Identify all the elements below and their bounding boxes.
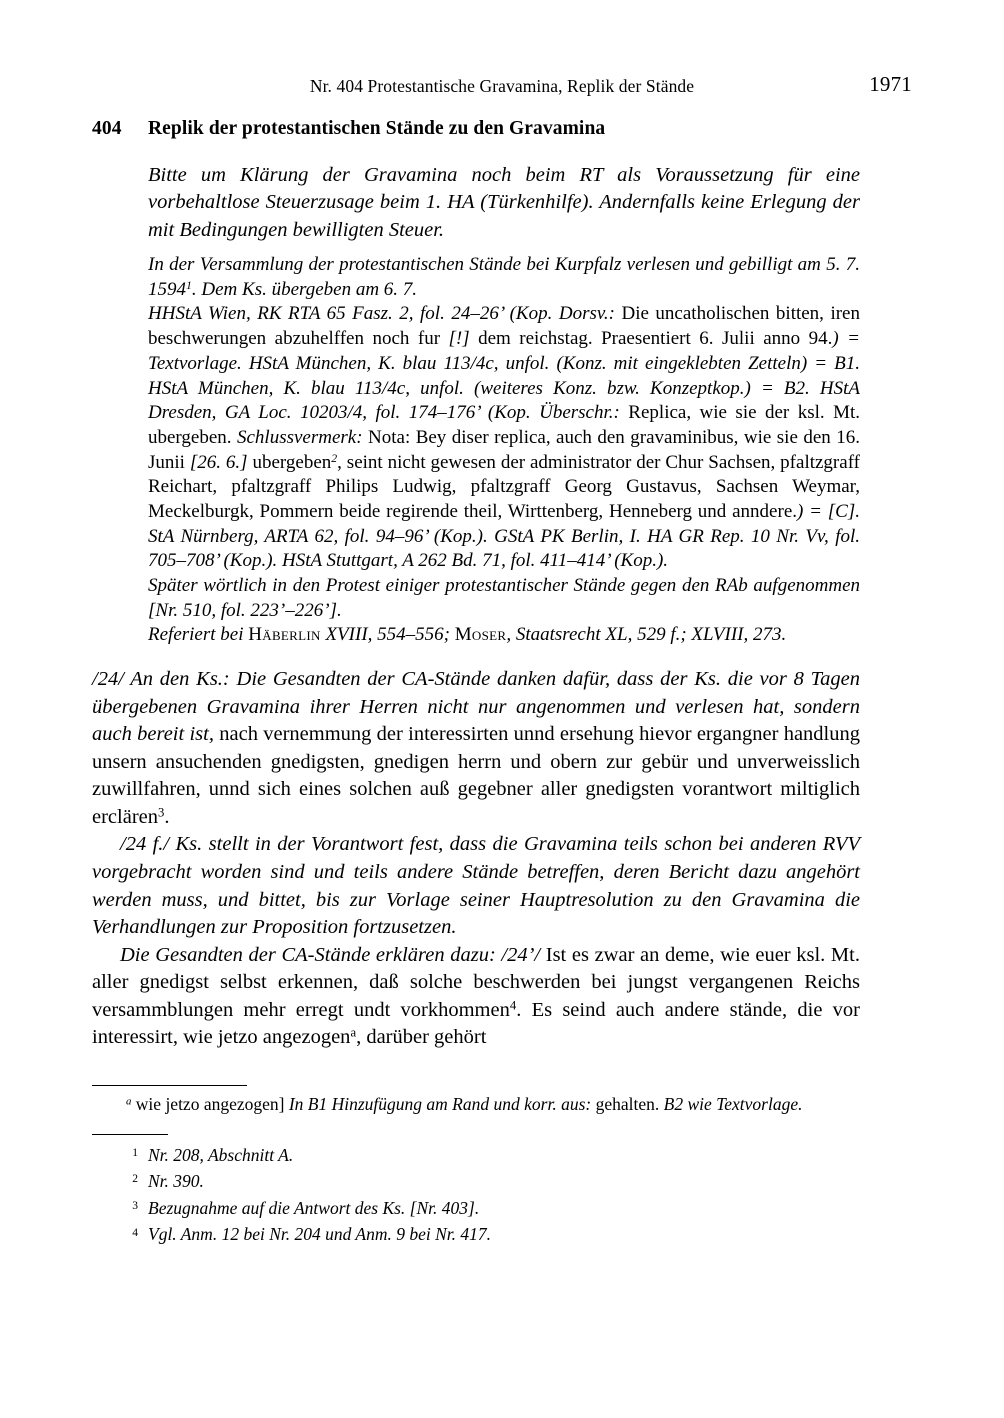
schlussvermerk-label: Schlussvermerk: — [237, 426, 363, 448]
apparatus-literature — [148, 623, 860, 648]
footnote-rule — [92, 1134, 168, 1135]
footnote-marker: 3 — [132, 1199, 138, 1212]
witness-signature-a: HHStA Wien, RK RTA 65 Fasz. 2, fol. 24–26’ (Kop. Dorsv.: — [148, 303, 615, 325]
literature-ref-2: , Staatsrecht XL, 529 f.; XLVIII, 273. — [506, 624, 787, 646]
footnote-item — [92, 1195, 860, 1222]
numbered-footnote-group — [92, 1134, 860, 1248]
schlussvermerk-absentees: , seint nicht gewesen der administrator der Chur Sachsen, pfaltzgraff Reichart, pfaltzgraff Philips Ludwig, pfaltzgraff Georg Gustavus, Sachsen Weymar, Meckelburgk, Pommern beide regirende theil, Wirttenberg, Henneberg und anndere. — [148, 451, 861, 522]
date-gloss: [26. 6.] — [189, 451, 248, 473]
author-moser: Moser — [454, 624, 507, 646]
footnote-item — [92, 1168, 860, 1195]
section-number: 404 — [92, 118, 122, 139]
sic-marker: [!] — [448, 328, 470, 350]
running-head — [92, 72, 912, 102]
footnote-item — [92, 1221, 860, 1248]
paragraph-3-source-3: , darüber gehört — [356, 1026, 487, 1049]
footnote-ref-3[interactable]: 3 — [158, 805, 165, 820]
variant-note-description-2: B2 wie Textvorlage. — [663, 1093, 803, 1114]
footnote-marker: 4 — [132, 1226, 138, 1239]
running-head-title: Nr. 404 Protestantische Gravamina, Replik der Stände — [309, 76, 695, 96]
paragraph-3-regest: Die Gesandten der CA-Stände erklären dazu: /24’/ — [120, 943, 541, 966]
paragraph-1-source: nach vernemmung der interessirten unnd ersehung hievor ergangner handlung unsern ansuchenden gnedigsten, gnedigen herrn und obern zur gebür und unverweisslich zuwillfahren, unnd sich eines solchen auß gegebner aller gnedigsten vorantwort miltiglich erclären — [92, 723, 860, 828]
paragraph-1-end: . — [164, 805, 170, 828]
body-text — [92, 666, 860, 1052]
provenance-text-cont: . Dem Ks. übergeben am 6. 7. — [191, 278, 418, 300]
provenance-text: In der Versammlung der protestantischen Stände bei Kurpfalz verlesen und gebilligt am 5. 7. 1594 — [148, 254, 860, 300]
witness-dorsal-note-cont: dem reichstag. Praesentiert 6. Julii anno 94. — [469, 328, 833, 350]
variant-ref-a[interactable]: a — [350, 1025, 357, 1040]
footnote-item — [92, 1142, 860, 1169]
author-haeberlin: Häberlin — [248, 624, 321, 646]
witness-heading-text: Replica, wie sie der ksl. Mt. ubergeben. — [148, 402, 860, 448]
variant-note-lemma: wie jetzo angezogen] — [131, 1093, 289, 1114]
paragraph-3-source-2: . Es seind auch andere stände, die vor interessirt, wie jetzo angezogen — [92, 998, 860, 1049]
variant-note-group — [92, 1085, 860, 1116]
paragraph-2-regest: /24 f./ Ks. stellt in der Vorantwort fest, dass die Gravamina teils schon bei anderen RVV vorgebracht worden sind und teils andere Stände betreffen, deren Bericht dazu angehört werden muss, und bittet, bis zur Vorlage seiner Hauptresolution zu den Gravamina die Verhandlungen zur Proposition fortzusetzen. — [92, 833, 860, 939]
variant-note-a — [92, 1093, 860, 1116]
apparatus-provenance — [148, 253, 860, 302]
witness-list: ) = Textvorlage. HStA München, K. blau 113/4c, unfol. (Konz. mit eingeklebten Zetteln) = B1. HStA München, K. blau 113/4c, unfol. (weiteres Konz. bzw. Konzeptkop.) = B2. HStA Dresden, GA Loc. 10203/4, fol. 174–176’ (Kop. Überschr.: — [148, 328, 860, 424]
apparatus-witnesses — [148, 302, 860, 574]
regest-block — [148, 162, 860, 648]
regest-summary: Bitte um Klärung der Gravamina noch beim RT als Voraussetzung für eine vorbehaltlose Steuerzusage beim 1. HA (Türkenhilfe). Andernfalls keine Erlegung der mit Bedingungen bewilligten Steuer. — [148, 164, 860, 241]
footnote-marker: 2 — [132, 1173, 138, 1186]
schlussvermerk-text: Nota: Bey diser replica, auch den gravaminibus, wie sie den 16. Junii — [148, 426, 860, 473]
page-content — [92, 162, 860, 1052]
variant-note-reading: gehalten. — [591, 1093, 664, 1114]
footnote-ref-1[interactable]: 1 — [186, 278, 192, 292]
variant-note-description: In B1 Hinzufügung am Rand und korr. aus: — [288, 1093, 592, 1114]
footnote-list — [92, 1142, 860, 1248]
footnote-text: Bezugnahme auf die Antwort des Ks. [Nr. 403]. — [148, 1197, 480, 1218]
paragraph-2 — [92, 831, 860, 941]
footnote-text: Vgl. Anm. 12 bei Nr. 204 und Anm. 9 bei Nr. 417. — [148, 1224, 492, 1245]
paragraph-3 — [92, 942, 860, 1052]
witness-list-copies: ) = [C]. StA Nürnberg, ARTA 62, fol. 94–96’ (Kop.). GStA PK Berlin, I. HA GR Rep. 10 Nr. Vv, fol. 705–708’ (Kop.). HStA Stuttgart, A 262 Bd. 71, fol. 411–414’ (Kop.). — [148, 500, 860, 572]
footnote-ref-4[interactable]: 4 — [509, 998, 517, 1013]
schlussvermerk-text-2: ubergeben — [247, 451, 332, 473]
footnote-text: Nr. 208, Abschnitt A. — [148, 1144, 294, 1165]
section-heading — [92, 118, 912, 140]
paragraph-1-regest: /24/ An den Ks.: Die Gesandten der CA-Stände danken dafür, dass der Ks. die vor 8 Tagen übergebenen Gravamina ihrer Herren nicht nur angenommen und verlesen hat, sondern auch bereit ist, — [92, 668, 860, 746]
footnote-ref-2[interactable]: 2 — [331, 451, 338, 465]
paragraph-3-source: Ist es zwar an deme, wie euer ksl. Mt. aller gnedigst selbst erkennen, daß solche beschwerden bei jungst vergangenen Reichs versammblungen mehr erregt undt vorkhommen — [92, 943, 860, 1021]
paragraph-1 — [92, 666, 860, 831]
variant-note-rule — [92, 1085, 247, 1086]
section-title: Replik der protestantischen Stände zu den Gravamina — [148, 118, 606, 139]
variant-note-marker: a — [126, 1095, 132, 1108]
footnote-apparatus — [92, 1085, 860, 1248]
literature-ref-1: XVIII, 554–556; — [320, 624, 455, 646]
footnote-marker: 1 — [132, 1146, 138, 1159]
apparatus-later-use: Später wörtlich in den Protest einiger protestantischer Stände gegen den RAb aufgenommen [Nr. 510, fol. 223’–226’]. — [148, 575, 860, 621]
page-number: 1971 — [869, 72, 912, 96]
witness-dorsal-note: Die uncatholischen bitten, iren beschwerungen abzuhelffen noch fur — [148, 303, 860, 350]
literature-lead: Referiert bei — [148, 624, 249, 646]
footnote-text: Nr. 390. — [148, 1171, 204, 1192]
